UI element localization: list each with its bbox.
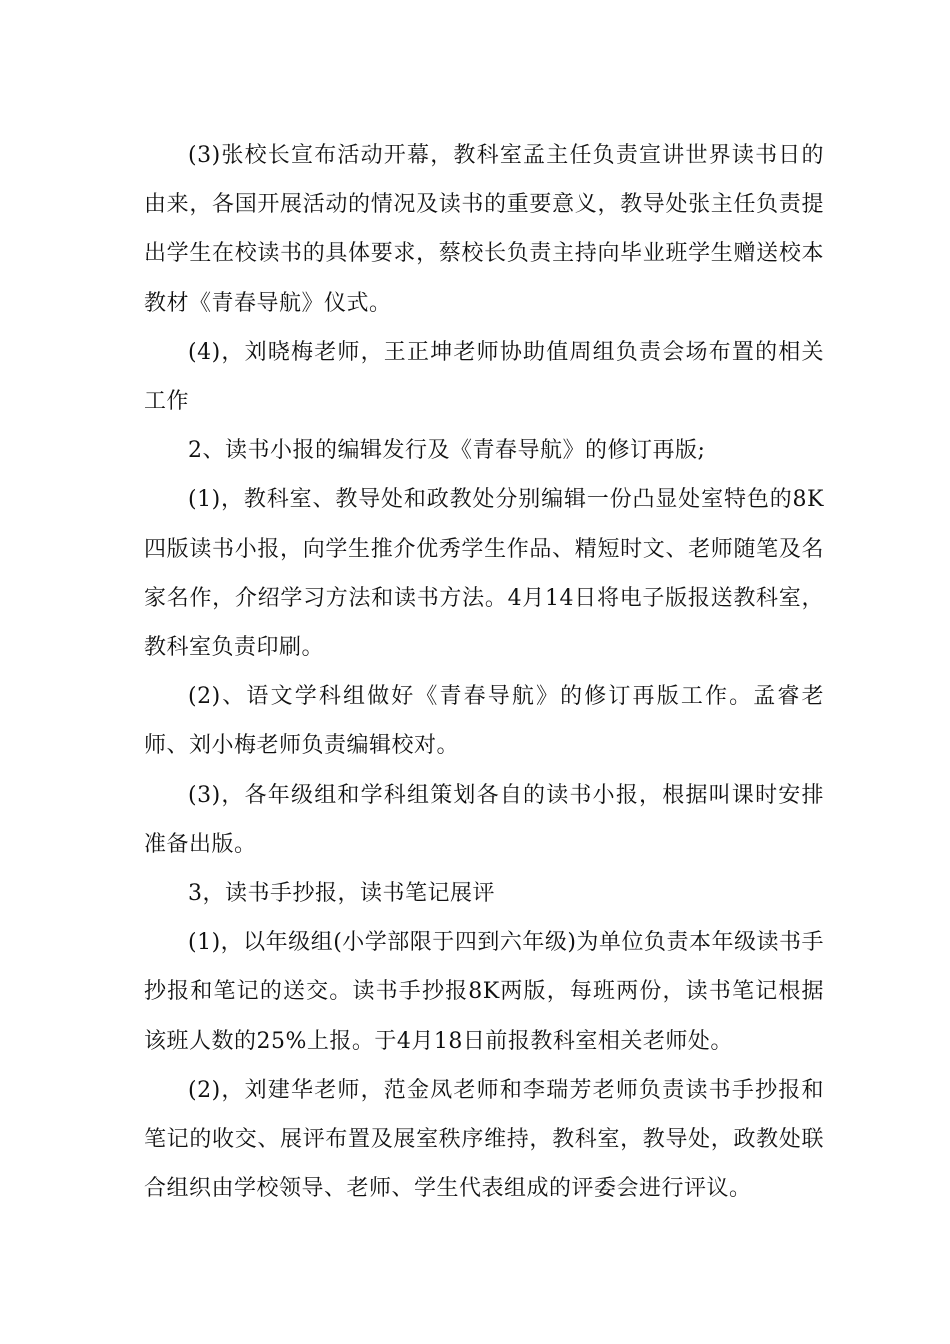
paragraph-opening-ceremony-duties: (3)张校长宣布活动开幕，教科室孟主任负责宣讲世界读书日的由来，各国开展活动的情况及读书的重要意义，教导处张主任负责提出学生在校读书的具体要求，蔡校长负责主持向毕业班学生赠送校本教材《青春导航》仪式。 [144,143,824,316]
section-heading-handwritten-newspaper: 3，读书手抄报，读书笔记展评 [188,881,495,907]
document-body [144,131,824,1213]
paragraph-venue-setup: (4)，刘晓梅老师，王正坤老师协助值周组负责会场布置的相关工作 [144,339,824,415]
paragraph-grade-group-newspaper: (3)，各年级组和学科组策划各自的读书小报，根据叫课时安排准备出版。 [144,782,824,857]
paragraph-submission-rules: (1)，以年级组(小学部限于四到六年级)为单位负责本年级读书手抄报和笔记的送交。读书手抄报8K两版，每班两份，读书笔记根据该班人数的25%上报。于4月18日前报教科室相关老师处。 [144,930,824,1054]
paragraph-newspaper-editing: (1)，教科室、教导处和政教处分别编辑一份凸显处室特色的8K四版读书小报，向学生推介优秀学生作品、精短时文、老师随笔及名家名作，介绍学习方法和读书方法。4月14日将电子版报送教科室，教科室负责印刷。 [144,487,824,661]
section-heading-reading-newspaper: 2、读书小报的编辑发行及《青春导航》的修订再版; [188,438,706,464]
paragraph-textbook-revision: (2)、语文学科组做好《青春导航》的修订再版工作。孟睿老师、刘小梅老师负责编辑校对。 [144,684,824,759]
paragraph-exhibition-evaluation: (2)，刘建华老师，范金凤老师和李瑞芳老师负责读书手抄报和笔记的收交、展评布置及展室秩序维持，教科室，教导处，政教处联合组织由学校领导、老师、学生代表组成的评委会进行评议。 [144,1077,824,1202]
